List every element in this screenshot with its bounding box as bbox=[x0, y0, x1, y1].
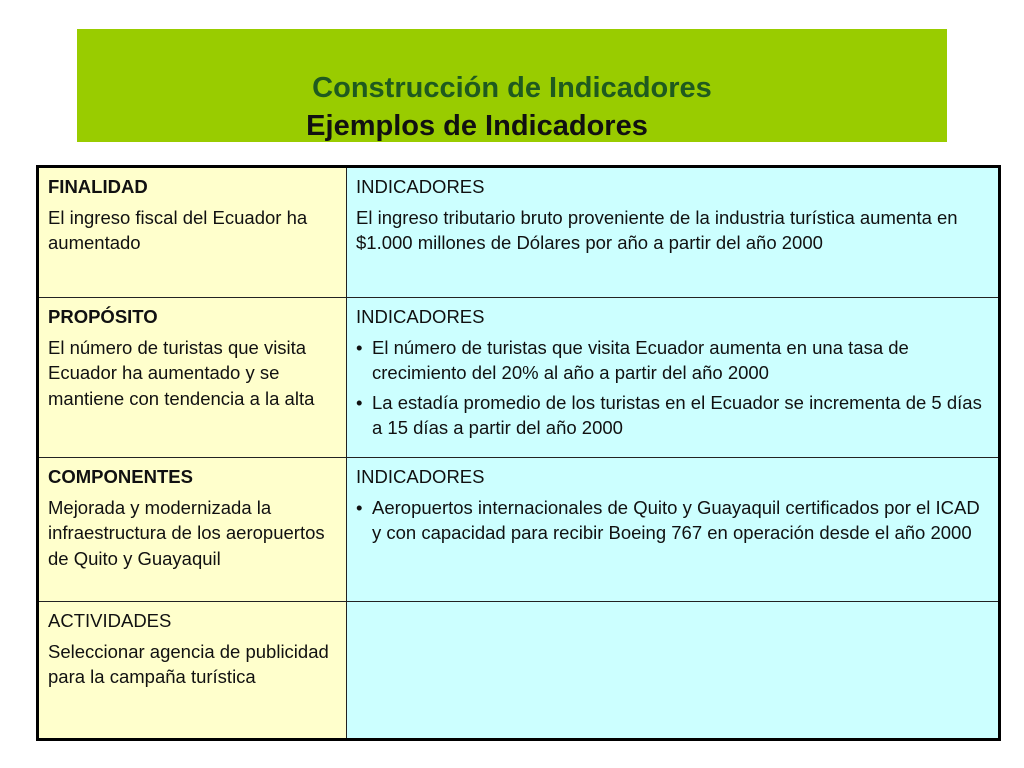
cell-componentes bbox=[38, 458, 347, 602]
componentes-indicator-list bbox=[356, 495, 989, 546]
list-item: • Aeropuertos internacionales de Quito y Guayaquil certificados por el ICAD y con capacidad para recibir Boeing 767 en operación desde el año 2000 bbox=[356, 495, 989, 546]
proposito-text: El número de turistas que visita Ecuador ha aumentado y se mantiene con tendencia a la alta bbox=[48, 336, 315, 409]
table-row-componentes bbox=[38, 458, 1000, 602]
table-row-actividades bbox=[38, 602, 1000, 740]
indicators-table bbox=[36, 165, 1001, 741]
finalidad-indicator-text: El ingreso tributario bruto proveniente de la industria turística aumenta en $1.000 millones de Dólares por año a partir del año 2000 bbox=[356, 206, 958, 253]
cell-finalidad-indicadores bbox=[347, 167, 1000, 298]
cell-proposito-indicadores bbox=[347, 298, 1000, 458]
componentes-text: Mejorada y modernizada la infraestructura de los aeropuertos de Quito y Guayaquil bbox=[48, 496, 325, 569]
finalidad-text: El ingreso fiscal del Ecuador ha aumentado bbox=[48, 206, 308, 253]
proposito-indicator-list bbox=[356, 335, 989, 441]
row-header-componentes: COMPONENTES bbox=[48, 466, 193, 487]
cell-finalidad bbox=[38, 167, 347, 298]
indicadores-header: INDICADORES bbox=[356, 466, 485, 487]
cell-actividades bbox=[38, 602, 347, 740]
row-header-finalidad: FINALIDAD bbox=[48, 176, 148, 197]
cell-actividades-indicadores bbox=[347, 602, 1000, 740]
title-band bbox=[77, 29, 947, 142]
slide-title: Construcción de Indicadores bbox=[312, 72, 712, 104]
table-row-proposito bbox=[38, 298, 1000, 458]
cell-proposito bbox=[38, 298, 347, 458]
indicadores-header: INDICADORES bbox=[356, 306, 485, 327]
cell-componentes-indicadores bbox=[347, 458, 1000, 602]
list-item: • La estadía promedio de los turistas en el Ecuador se incrementa de 5 días a 15 días a partir del año 2000 bbox=[356, 390, 989, 441]
list-item: • El número de turistas que visita Ecuador aumenta en una tasa de crecimiento del 20% al año a partir del año 2000 bbox=[356, 335, 989, 386]
row-header-proposito: PROPÓSITO bbox=[48, 306, 158, 327]
row-header-actividades: ACTIVIDADES bbox=[48, 610, 172, 631]
table-row-finalidad bbox=[38, 167, 1000, 298]
actividades-text: Seleccionar agencia de publicidad para la campaña turística bbox=[48, 640, 329, 687]
slide-subtitle: Ejemplos de Indicadores bbox=[306, 110, 648, 142]
indicadores-header: INDICADORES bbox=[356, 176, 485, 197]
